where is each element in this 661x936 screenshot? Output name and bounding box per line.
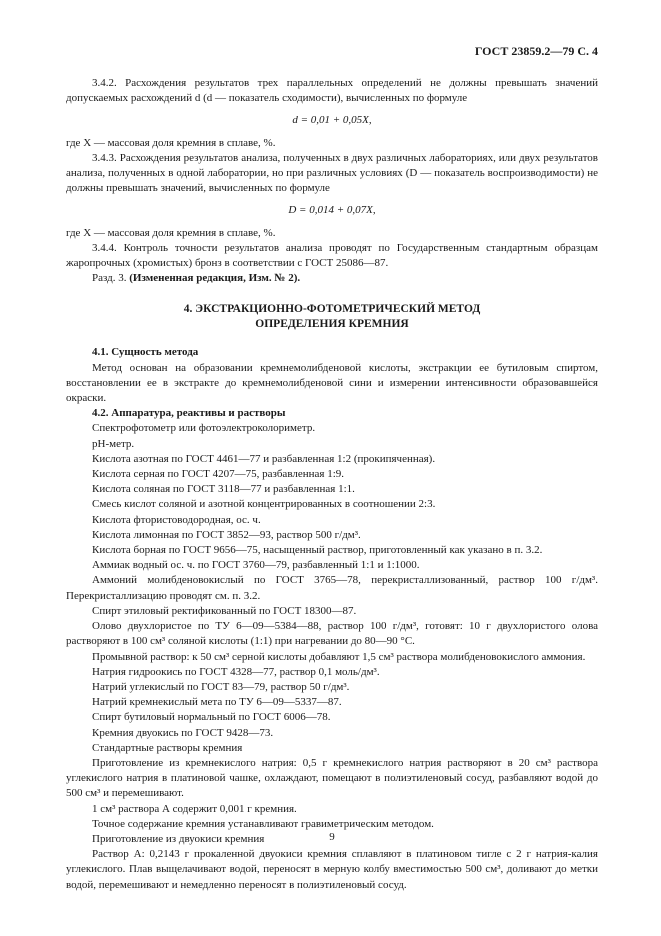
list-item: Натрия гидроокись по ГОСТ 4328—77, раствор 0,1 моль/дм³. [92, 665, 380, 678]
list-item: Аммиак водный ос. ч. по ГОСТ 3760—79, разбавленный 1:1 и 1:1000. [92, 559, 420, 572]
paragraph-3-4-3: 3.4.3. Расхождения результатов анализа, полученных в двух различных лабораториях, или двух результатов анализа, полученных в одной лаборатории, но при различных условиях (D — показатель воспроизводимости) не должны превышать значений, вычисленных по формуле [66, 151, 598, 195]
list-item: Приготовление из двуокиси кремния [92, 832, 265, 845]
list-item: Спирт этиловый ректификованный по ГОСТ 18300—87. [92, 604, 357, 617]
revision-note-prefix: Разд. 3. [92, 272, 127, 285]
list-item: Натрий кремнекислый мета по ТУ 6—09—5337—87. [92, 696, 342, 709]
section-4-title-line1: 4. ЭКСТРАКЦИОННО-ФОТОМЕТРИЧЕСКИЙ МЕТОД [183, 303, 481, 316]
formula-D-where: где X — массовая доля кремния в сплаве, %. [66, 226, 276, 239]
list-item: Кремния двуокись по ГОСТ 9428—73. [92, 726, 274, 739]
list-item: Натрий углекислый по ГОСТ 83—79, раствор 50 г/дм³. [92, 680, 350, 693]
list-item: Кислота соляная по ГОСТ 3118—77 и разбавленная 1:1. [92, 483, 355, 496]
document-body [66, 76, 598, 893]
list-item: Спектрофотометр или фотоэлектроколориметр. [92, 422, 316, 435]
list-item: Олово двухлористое по ТУ 6—09—5384—88, раствор 100 г/дм³, готовят: 10 г двухлористого олова растворяют в 100 см³ соляной кислоты (1:1) при нагревании до 80—90 °С. [66, 620, 598, 648]
list-item: Кислота азотная по ГОСТ 4461—77 и разбавленная 1:2 (прокипяченная). [92, 452, 436, 465]
list-item: Кислота фтористоводородная, ос. ч. [92, 513, 261, 526]
list-item: Аммоний молибденовокислый по ГОСТ 3765—78, перекристаллизованный, раствор 100 г/дм³. Перекристаллизацию проводят см. п. 3.2. [66, 574, 598, 602]
paragraph-3-4-2: 3.4.2. Расхождения результатов трех параллельных определений не должны превышать значений допускаемых расхождений d (d — показатель сходимости), вычисленных по формуле [66, 77, 598, 105]
revision-note [66, 271, 598, 286]
formula-d: d = 0,01 + 0,05X, [292, 114, 372, 127]
list-item: 1 см³ раствора А содержит 0,001 г кремния. [92, 802, 297, 815]
section-4-title [66, 302, 598, 332]
section-4-title-line2: ОПРЕДЕЛЕНИЯ КРЕМНИЯ [255, 318, 409, 331]
list-item: Стандартные растворы кремния [92, 741, 243, 754]
list-item: Точное содержание кремния устанавливают гравиметрическим методом. [92, 817, 434, 830]
formula-d-where: где X — массовая доля кремния в сплаве, %. [66, 136, 276, 149]
list-item: Приготовление из кремнекислого натрия: 0,5 г кремнекислого натрия растворяют в 20 см³ раствора углекислого натрия в платиновой чашке, охлаждают, помещают в полиэтиленовый сосуд, разбавляют водой до 500 см³ и перемешивают. [66, 756, 598, 800]
page-header: ГОСТ 23859.2—79 С. 4 [474, 44, 598, 58]
page-number: 9 [329, 831, 335, 843]
list-item: Промывной раствор: к 50 см³ серной кислоты добавляют 1,5 см³ раствора молибденовокислого аммония. [92, 650, 586, 663]
heading-4-2: 4.2. Аппаратура, реактивы и растворы [92, 407, 286, 420]
list-item: Спирт бутиловый нормальный по ГОСТ 6006—78. [92, 711, 331, 724]
paragraph-3-4-4: 3.4.4. Контроль точности результатов анализа проводят по Государственным стандартным образцам жаропрочных (хромистых) бронз в соответствии с ГОСТ 25086—87. [66, 241, 598, 270]
list-item: Кислота лимонная по ГОСТ 3852—93, раствор 500 г/дм³. [92, 528, 361, 541]
formula-D: D = 0,014 + 0,07X, [288, 204, 376, 217]
revision-note-bold: (Измененная редакция, Изм. № 2). [129, 272, 301, 285]
heading-4-1: 4.1. Сущность метода [92, 346, 199, 359]
paragraph-4-1: Метод основан на образовании кремнемолибденовой кислоты, экстракции ее бутиловым спиртом, восстановлении ее в экстракте до кремнемолибденовой сини и измерении интенсивности образовавшейся окраски. [66, 361, 598, 405]
list-item: Раствор А: 0,2143 г прокаленной двуокиси кремния сплавляют в платиновом тигле с 2 г натрия-калия углекислого. Плав выщелачивают водой, переносят в мерную колбу вместимостью 500 см³, доливают до метки водой, перемешивают и немедленно переносят в полиэтиленовый сосуд. [66, 848, 598, 891]
list-item: Смесь кислот соляной и азотной концентрированных в соотношении 2:3. [92, 498, 436, 511]
list-item: Кислота серная по ГОСТ 4207—75, разбавленная 1:9. [92, 468, 345, 481]
list-item: Кислота борная по ГОСТ 9656—75, насыщенный раствор, приготовленный как указано в п. 3.2. [92, 544, 543, 557]
list-item: pH-метр. [92, 437, 135, 450]
